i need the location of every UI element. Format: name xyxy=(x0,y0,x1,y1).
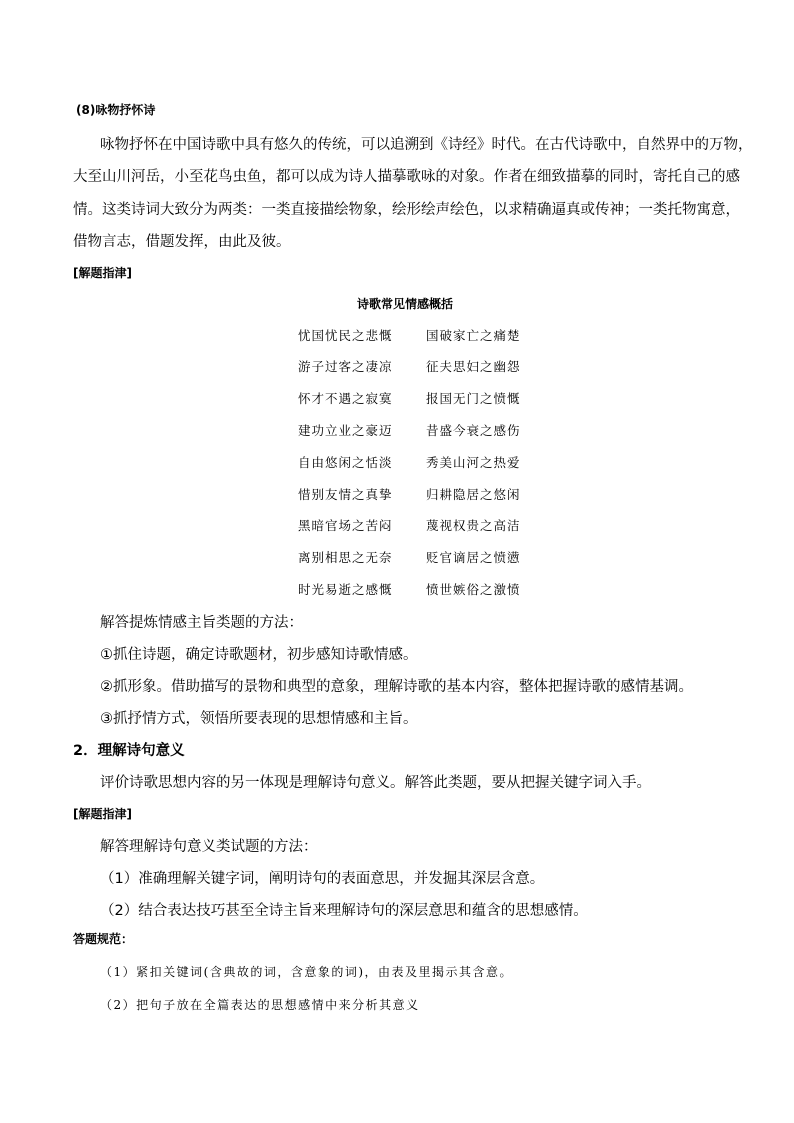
emotion-cell: 昔盛今衰之感伤 xyxy=(426,423,521,438)
section2-paragraph: 评价诗歌思想内容的另一体现是理解诗句意义。解答此类题，要从把握关键字词入手。 xyxy=(100,775,651,791)
emotion-cell: 惜别友情之真挚 xyxy=(298,487,393,502)
emotion-cell: 愤世嫉俗之激愤 xyxy=(426,582,521,597)
emotion-cell: 忧国忧民之悲慨 xyxy=(298,328,393,343)
section-heading-2: 2．理解诗句意义 xyxy=(73,743,185,759)
emotion-cell: 黑暗官场之苦闷 xyxy=(298,518,393,533)
emotion-cell: 时光易逝之感慨 xyxy=(298,582,393,597)
norm-item: （2）把句子放在全篇表达的思想感情中来分析其意义 xyxy=(100,998,420,1012)
emotion-cell: 蔑视权贵之高洁 xyxy=(426,518,521,533)
method-intro-1: 解答提炼情感主旨类题的方法： xyxy=(100,615,303,631)
method-intro-2: 解答理解诗句意义类试题的方法： xyxy=(100,839,318,855)
emotion-table-title: 诗歌常见情感概括 xyxy=(357,297,454,311)
emotion-cell: 归耕隐居之悠闲 xyxy=(426,487,521,502)
answer-norms-label: 答题规范： xyxy=(73,932,134,946)
emotion-cell: 建功立业之豪迈 xyxy=(298,423,393,438)
section-heading-8: (8)咏物抒怀诗 xyxy=(76,103,156,117)
emotion-cell: 游子过客之凄凉 xyxy=(298,359,393,374)
norm-item: （1）紧扣关键词(含典故的词，含意象的词)，由表及里揭示其含意。 xyxy=(100,965,514,979)
method-item: ②抓形象。借助描写的景物和典型的意象，理解诗歌的基本内容，整体把握诗歌的感情基调。 xyxy=(100,679,693,695)
paragraph-line-4: 借物言志，借题发挥，由此及彼。 xyxy=(73,234,291,250)
emotion-cell: 秀美山河之热爱 xyxy=(426,455,521,470)
emotion-cell: 报国无门之愤慨 xyxy=(426,391,521,406)
method-item: ③抓抒情方式，领悟所要表现的思想情感和主旨。 xyxy=(100,711,418,727)
method-item: ①抓住诗题，确定诗歌题材，初步感知诗歌情感。 xyxy=(100,647,418,663)
emotion-cell: 自由悠闲之恬淡 xyxy=(298,455,393,470)
paragraph-line-2: 大至山川河岳，小至花鸟虫鱼，都可以成为诗人描摹歌咏的对象。作者在细致描摹的同时，寄托自己的感 xyxy=(73,169,740,185)
guide-label-2: [解题指津] xyxy=(73,807,132,821)
emotion-cell: 征夫思妇之幽怨 xyxy=(426,359,521,374)
guide-label-1: [解题指津] xyxy=(73,266,132,280)
paragraph-line-1: 咏物抒怀在中国诗歌中具有悠久的传统，可以追溯到《诗经》时代。在古代诗歌中，自然界中的万物， xyxy=(100,137,753,153)
method-item: （2）结合表达技巧甚至全诗主旨来理解诗句的深层意思和蕴含的思想感情。 xyxy=(100,903,588,919)
emotion-cell: 怀才不遇之寂寞 xyxy=(298,391,393,406)
method-item: （1）准确理解关键字词，阐明诗句的表面意思，并发掘其深层含意。 xyxy=(100,871,545,887)
emotion-cell: 离别相思之无奈 xyxy=(298,550,393,565)
paragraph-line-3: 情。这类诗词大致分为两类：一类直接描绘物象，绘形绘声绘色，以求精确逼真或传神；一类托物寓意， xyxy=(73,202,740,218)
emotion-cell: 贬官谪居之愤懑 xyxy=(426,550,521,565)
emotion-cell: 国破家亡之痛楚 xyxy=(426,328,521,343)
